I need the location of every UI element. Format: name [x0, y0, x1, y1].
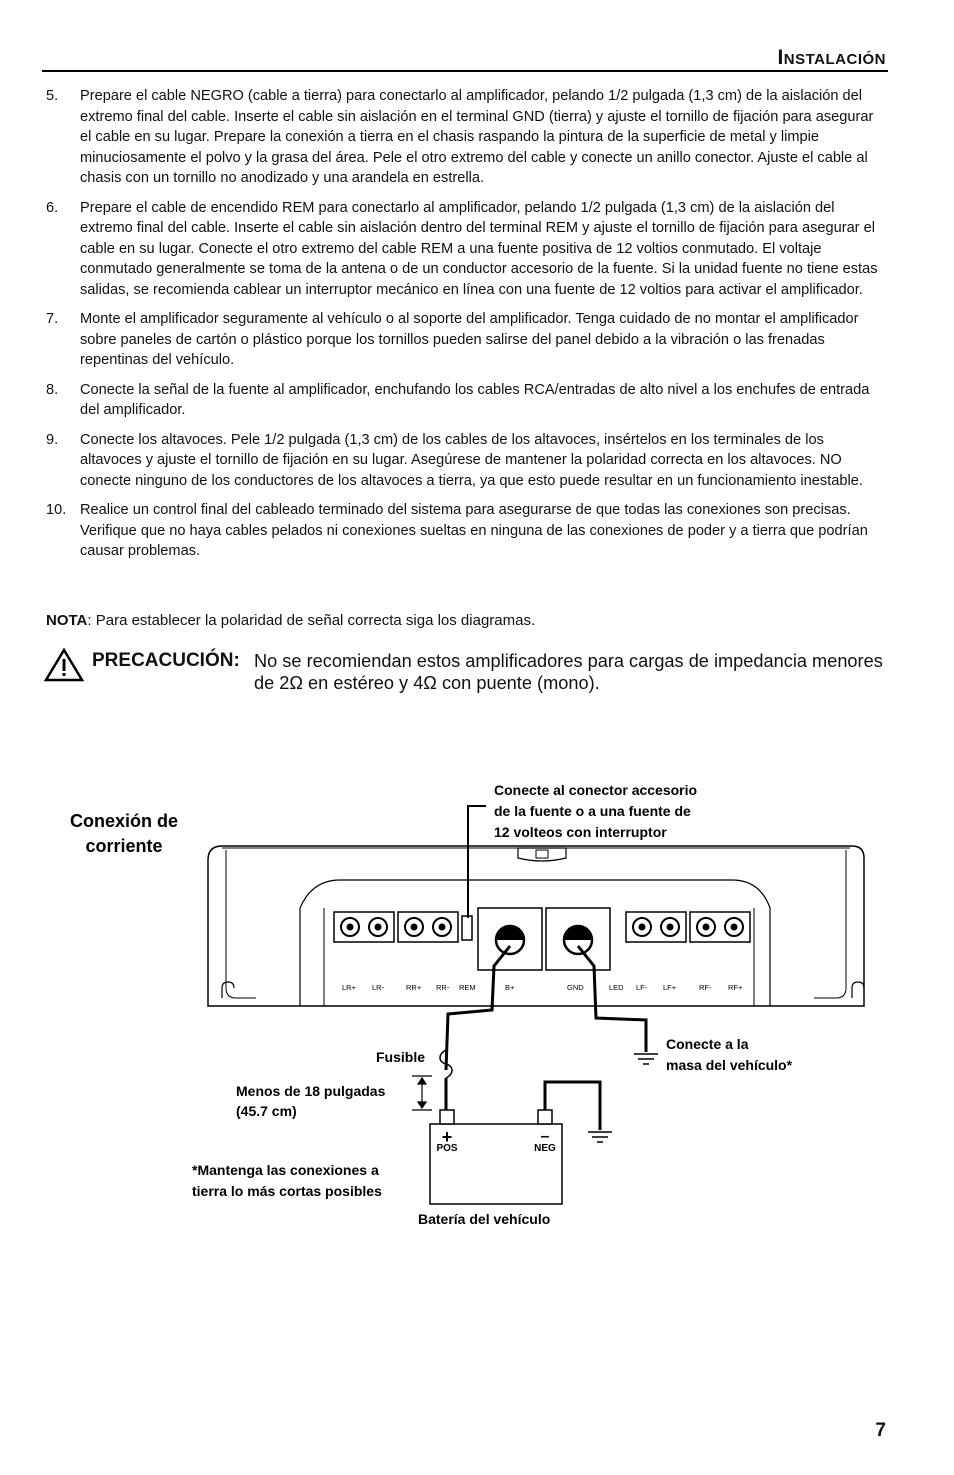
terminal-label: GND — [567, 983, 584, 992]
note-text: : Para establecer la polaridad de señal correcta siga los diagramas. — [87, 612, 536, 629]
terminal-label: RR- — [436, 983, 450, 992]
battery-positive-symbol: + — [441, 1127, 453, 1147]
terminal-label: LR- — [372, 983, 385, 992]
distance-label-line1: Menos de 18 pulgadas — [236, 1083, 386, 1099]
list-item — [46, 500, 884, 562]
step-number: 8. — [46, 381, 59, 398]
section-title: Instalación — [777, 46, 886, 69]
list-item — [46, 309, 884, 371]
terminal-label: LF- — [636, 983, 648, 992]
chassis-ground-symbol — [634, 1054, 658, 1064]
terminal-label: LR+ — [342, 983, 356, 992]
left-terminal-block — [334, 912, 472, 942]
step-text: Monte el amplificador seguramente al vehículo o al soporte del amplificador. Tenga cuidado de no montar el amplificador sobre paneles de cartón o plástico porque los tornillos pueden salirse del panel debido a la vibración o las frenadas repentinas del vehículo. — [80, 311, 859, 368]
list-item — [46, 380, 884, 421]
terminal-label: LF+ — [663, 983, 677, 992]
note — [46, 612, 535, 629]
step-number: 9. — [46, 431, 59, 448]
list-item — [46, 198, 884, 301]
vehicle-battery — [430, 1110, 562, 1204]
list-item — [46, 86, 884, 189]
remote-note-line2: de la fuente o a una fuente de — [494, 803, 691, 819]
step-text: Prepare el cable NEGRO (cable a tierra) para conectarlo al amplificador, pelando 1/2 pulgada (1,3 cm) de la aislación del extremo final del cable. Inserte el cable sin aislación en el terminal GND (tierra) y ajuste el tornillo de fijación para asegurar el cable en su lugar. Prepare la conexión a tierra en el chasis raspando la pintura de la superficie de metal y limpie minuciosamente el polvo y la grasa del área. Pele el otro extremo del cable y conecte un anillo conector. Ajuste el cable al chasis con un tornillo no anodizado y una arandela en estrella. — [80, 88, 874, 186]
remote-note-line3: 12 volteos con interruptor — [494, 824, 667, 840]
terminal-label: RF+ — [728, 983, 743, 992]
terminal-label: REM — [459, 983, 476, 992]
battery-ground-symbol — [588, 1132, 612, 1142]
terminal-label: LED — [609, 983, 624, 992]
step-text: Prepare el cable de encendido REM para conectarlo al amplificador, pelando 1/2 pulgada (1,3 cm) de la aislación del extremo final del cable. Inserte el cable sin aislación dentro del terminal REM y ajuste el tornillo de fijación para asegurar el cable en su lugar. Conecte el otro extremo del cable REM a una fuente positiva de 12 voltios conmutado. El voltaje conmutado generalmente se toma de la antena o de un conductor accesorio de la fuente. Si la unidad fuente no tiene estas salidas, se recomienda cablear un interruptor mecánico en línea con una fuente de 12 voltios para activar el amplificador. — [80, 199, 878, 298]
remote-wire — [468, 806, 486, 918]
power-connection-diagram — [0, 770, 954, 1250]
note-label: NOTA — [46, 612, 88, 629]
terminal-label: RR+ — [406, 983, 422, 992]
page-header — [42, 44, 888, 72]
remote-note-line1: Conecte al conector accesorio — [494, 782, 698, 798]
terminal-label: B+ — [505, 983, 515, 992]
caution-label: PRECACUCIÓN: — [92, 650, 240, 671]
distance-indicator — [412, 1076, 432, 1110]
step-text: Conecte la señal de la fuente al amplificador, enchufando los cables RCA/entradas de alto nivel a los enchufes de entrada del amplificador. — [80, 381, 870, 418]
page-number: 7 — [875, 1420, 886, 1441]
step-number: 10. — [46, 502, 67, 518]
ground-note-line1: Conecte a la — [666, 1036, 749, 1052]
battery-negative-symbol: – — [540, 1128, 550, 1145]
step-text: Realice un control final del cableado terminado del sistema para asegurarse de que todas las conexiones son precisas. Verifique que no haya cables pelados ni conexiones sueltas en ninguna de las conexiones de poder y a tierra que podrían causar problemas. — [80, 502, 868, 559]
battery-negative-label: NEG — [534, 1143, 556, 1154]
diagram-title-line1: Conexión de — [69, 811, 179, 831]
diagram-title-line2: corriente — [85, 836, 163, 856]
step-number: 6. — [46, 199, 59, 216]
battery-label: Batería del vehículo — [418, 1211, 551, 1227]
step-text: Conecte los altavoces. Pele 1/2 pulgada (1,3 cm) de los cables de los altavoces, insértelos en los terminales de los altavoces y ajuste el tornillo de fijación en su lugar. Asegúrese de mantener la polaridad correcta en los altavoces. NO conecte ninguno de los conductores de los altavoces a tierra, ya que esto puede resultar en un funcionamiento inestable. — [80, 431, 863, 489]
ground-note-line2: masa del vehículo* — [666, 1057, 793, 1073]
caution-text: No se recomiendan estos amplificadores para cargas de impedancia menores de 2Ω en estéreo y 4Ω con puente (mono). — [254, 651, 883, 693]
distance-label-line2: (45.7 cm) — [236, 1103, 297, 1119]
short-note-line1: *Mantenga las conexiones a — [192, 1162, 379, 1178]
terminal-label: RF- — [699, 983, 712, 992]
battery-positive-label: POS — [436, 1143, 458, 1154]
list-item — [46, 430, 884, 492]
battery-ground-wire — [545, 1082, 600, 1130]
caution-block — [44, 648, 884, 700]
warning-triangle-icon — [44, 648, 84, 682]
right-terminal-block — [626, 912, 750, 942]
step-number: 5. — [46, 88, 59, 104]
terminal-labels — [342, 983, 743, 992]
step-number: 7. — [46, 311, 59, 327]
instruction-list — [46, 86, 884, 571]
short-note-line2: tierra lo más cortas posibles — [192, 1183, 382, 1199]
fuse-label: Fusible — [376, 1049, 426, 1065]
